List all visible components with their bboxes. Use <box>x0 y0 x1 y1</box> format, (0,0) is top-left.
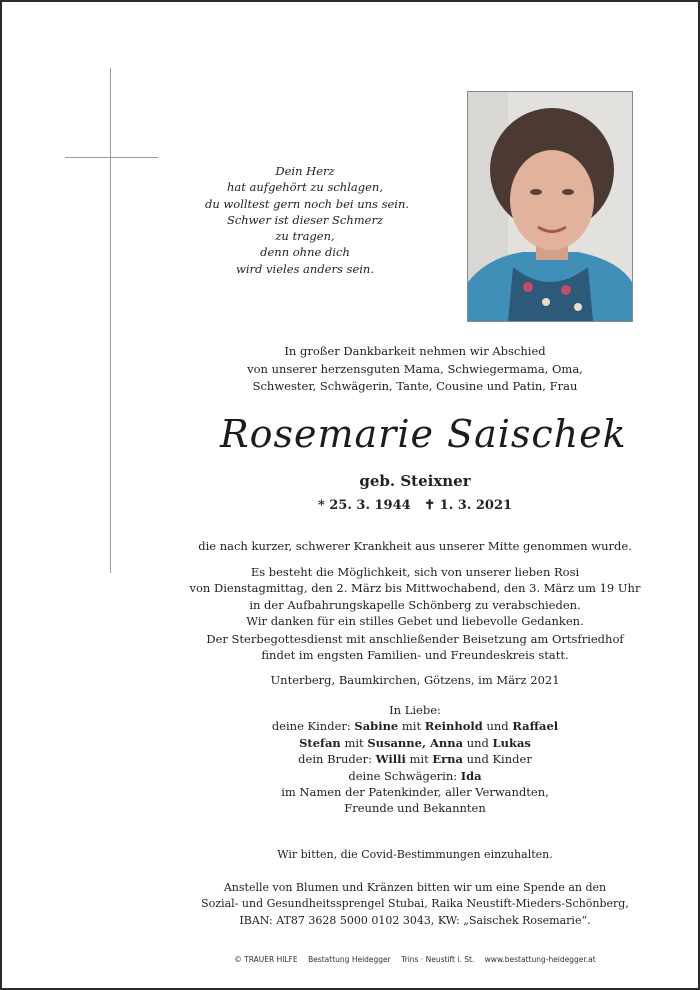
mourners-heading: In Liebe: <box>389 703 441 717</box>
footer-company: Bestattung Heidegger <box>308 955 391 964</box>
poem-line: Schwer ist dieser Schmerz <box>226 212 384 227</box>
donation-line: Anstelle von Blumen und Kränzen bitten wir um eine Spende an den <box>223 881 607 894</box>
paragraph-line: Der Sterbegottesdienst mit anschließender Beisetzung am Ortsfriedhof <box>206 632 624 646</box>
paragraph-viewing <box>150 564 680 630</box>
intro-line: von unserer herzensguten Mama, Schwiegermama, Oma, <box>247 361 583 376</box>
poem <box>205 163 410 277</box>
paragraph-line: Es besteht die Möglichkeit, sich von unserer lieben Rosi <box>250 565 580 579</box>
paragraph-illness: die nach kurzer, schwerer Krankheit aus unserer Mitte genommen wurde. <box>198 539 632 553</box>
paragraph-line: in der Aufbahrungskapelle Schönberg zu verabschieden. <box>249 597 581 612</box>
paragraph-funeral <box>150 631 680 664</box>
mourners-line: Freunde und Bekannten <box>344 801 486 816</box>
donation-line: IBAN: AT87 3628 5000 0102 3043, KW: „Saischek Rosemarie“. <box>239 913 591 927</box>
poem-line: hat aufgehört zu schlagen, <box>227 180 383 195</box>
poem-line: du wolltest gern noch bei uns sein. <box>205 196 410 211</box>
footer-locations: Trins · Neustift i. St. <box>401 955 475 964</box>
mourners-line: Stefan mit Susanne, Anna und Lukas <box>299 735 531 750</box>
intro-line: In großer Dankbarkeit nehmen wir Abschied <box>284 344 546 358</box>
poem-line: zu tragen, <box>275 229 335 244</box>
birth-date: * 25. 3. 1944 <box>317 498 411 513</box>
death-date: ✝ 1. 3. 2021 <box>424 498 513 513</box>
deceased-name: Rosemarie Saischek <box>220 412 627 456</box>
intro-line: Schwester, Schwägerin, Tante, Cousine und Patin, Frau <box>252 379 578 394</box>
paragraph-line: findet im engsten Familien- und Freundeskreis statt. <box>261 648 569 663</box>
poem-line: denn ohne dich <box>260 245 350 260</box>
cross-icon-vertical <box>110 68 111 573</box>
footer <box>150 955 680 964</box>
poem-line: Dein Herz <box>275 164 335 178</box>
life-dates <box>150 498 680 513</box>
mourners-line: deine Kinder: Sabine mit Reinhold und Raffael <box>271 719 559 734</box>
paragraph-line: von Dienstagmittag, den 2. März bis Mittwochabend, den 3. März um 19 Uhr <box>189 581 641 596</box>
donation-notice <box>150 880 680 929</box>
birth-name: geb. Steixner <box>359 472 471 490</box>
place-date: Unterberg, Baumkirchen, Götzens, im März 2021 <box>270 673 560 687</box>
cross-icon-horizontal <box>65 157 158 158</box>
footer-brand: © TRAUER HILFE <box>234 955 298 964</box>
covid-notice: Wir bitten, die Covid-Bestimmungen einzuhalten. <box>277 848 553 861</box>
paragraph-line: Wir danken für ein stilles Gebet und liebevolle Gedanken. <box>246 614 584 629</box>
portrait-photo <box>467 91 633 322</box>
mourners-line: dein Bruder: Willi mit Erna und Kinder <box>298 752 532 767</box>
donation-line: Sozial- und Gesundheitssprengel Stubai, Raika Neustift-Mieders-Schönberg, <box>201 897 629 911</box>
mourners-line: deine Schwägerin: Ida <box>348 768 482 783</box>
intro-text <box>150 343 680 396</box>
poem-line: wird vieles anders sein. <box>236 261 374 276</box>
footer-website[interactable]: www.bestattung-heidegger.at <box>484 955 596 964</box>
mourners-list <box>150 702 680 817</box>
mourners-line: im Namen der Patenkinder, aller Verwandten, <box>281 785 549 800</box>
